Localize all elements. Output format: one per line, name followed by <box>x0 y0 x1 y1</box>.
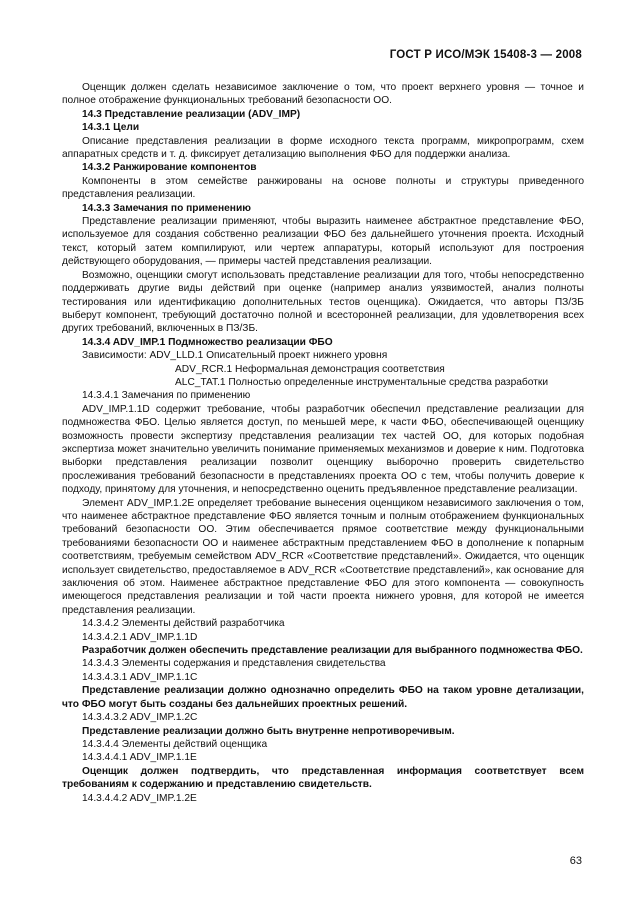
clause-heading: 14.3.4.4 Элементы действий оценщика <box>82 738 268 750</box>
element-id: 14.3.4.3.1 ADV_IMP.1.1C <box>82 671 198 683</box>
paragraph: ADV_IMP.1.1D содержит требование, чтобы разработчик обеспечил представление реализации для подмножества ФБО. Целью является доступ, по меньшей мере, к части ФБО, обеспечивающей оценщику возможность провести экспертизу представления реализации тех частей ОО, для которых подобная экспертиза может значительно увеличить понимание применяемых механизмов и доверие к ним. Подготовка выборки представления реализации позволит оценщику выборочно проверить свидетельство прослеживания требований безопасности в представлениях проекта ОО с тем, чтобы получить доверие к подходу, принятому для уточнения, и непосредственно оценить предъявленное представление реализации. <box>62 403 584 496</box>
element-id: 14.3.4.3.2 ADV_IMP.1.2C <box>82 712 198 724</box>
element-id: 14.3.4.4.1 ADV_IMP.1.1E <box>82 752 197 764</box>
clause-heading: 14.3.4.3 Элементы содержания и представления свидетельства <box>82 658 386 670</box>
body-text <box>62 81 584 805</box>
dependencies-line: ALC_TAT.1 Полностью определенные инструментальные средства разработки <box>175 376 549 388</box>
paragraph: Описание представления реализации в форме исходного текста программ, микропрограмм, схем аппаратных средств и т. д. фиксирует детализацию выполнения ФБО для поддержки анализа. <box>62 135 584 161</box>
dependencies-line: Зависимости: ADV_LLD.1 Описательный проект нижнего уровня <box>82 350 388 362</box>
subsection-heading: 14.3.3 Замечания по применению <box>82 202 251 214</box>
subsection-heading: 14.3.2 Ранжирование компонентов <box>82 162 257 174</box>
element-id: 14.3.4.4.2 ADV_IMP.1.2E <box>82 792 197 804</box>
clause-heading: 14.3.4.1 Замечания по применению <box>82 390 251 402</box>
subsection-heading: 14.3.1 Цели <box>82 122 140 134</box>
clause-heading: 14.3.4.2 Элементы действий разработчика <box>82 618 285 630</box>
requirement-text: Представление реализации должно быть внутренне непротиворечивым. <box>82 725 455 737</box>
paragraph: Представление реализации применяют, чтобы выразить наименее абстрактное представление ФБО, используемое для создания собственно реализации ФБО без дальнейшего уточнения проекта. Исходный текст, который затем компилируют, или чертеж аппаратуры, который используют для построения действующего оборудования, — примеры частей представления реализации. <box>62 216 584 268</box>
element-id: 14.3.4.2.1 ADV_IMP.1.1D <box>82 631 198 643</box>
subsection-heading: 14.3.4 ADV_IMP.1 Подмножество реализации ФБО <box>82 336 333 348</box>
paragraph: Компоненты в этом семействе ранжированы на основе полноты и структуры приведенного представления реализации. <box>62 175 584 201</box>
page-number: 63 <box>569 855 582 867</box>
requirement-text: Оценщик должен подтвердить, что представленная информация соответствует всем требованиям к содержанию и представлению свидетельств. <box>62 765 584 791</box>
section-heading: 14.3 Представление реализации (ADV_IMP) <box>82 108 301 120</box>
dependencies-line: ADV_RCR.1 Неформальная демонстрация соответствия <box>175 363 445 375</box>
requirement-text: Разработчик должен обеспечить представление реализации для выбранного подмножества ФБО. <box>82 645 583 657</box>
page-header: ГОСТ Р ИСО/МЭК 15408-3 — 2008 <box>389 49 582 61</box>
paragraph: Оценщик должен сделать независимое заключение о том, что проект верхнего уровня — точное и полное отображение функциональных требований безопасности ОО. <box>62 82 584 107</box>
requirement-text: Представление реализации должно однозначно определить ФБО на таком уровне детализации, что ФБО могут быть созданы без дальнейших проектных решений. <box>62 685 584 710</box>
paragraph: Возможно, оценщики смогут использовать представление реализации для того, чтобы непосредственно поддерживать другие виды действий при оценке (например анализ уязвимостей, анализ полноты тестирования или идентификацию дополнительных тестов оценщика). Ожидается, что авторы ПЗ/ЗБ выберут компонент, требующий достаточно полной и всесторонней реализации, для удовлетворения всех других требований, включенных в ПЗ/ЗБ. <box>62 269 584 335</box>
paragraph: Элемент ADV_IMP.1.2E определяет требование вынесения оценщиком независимого заключения о том, что наименее абстрактное представление ФБО является точным и полным отображением функциональных требований безопасности ОО. Этим обеспечивается прямое соответствие между функциональными требованиями безопасности ОО и наименее абстрактным представлением ФБО в дополнение к попарным соответствиям, требуемым семейством ADV_RCR «Соответствие представлений». Ожидается, что оценщик использует свидетельство, предоставляемое в ADV_RCR «Соответствие представлений», как основание для заключения об этом. Наименее абстрактное представление ФБО для этого компонента — совокупность имеющегося представления реализации и той части проекта нижнего уровня, для которой не имеется представления реализации. <box>62 497 584 616</box>
